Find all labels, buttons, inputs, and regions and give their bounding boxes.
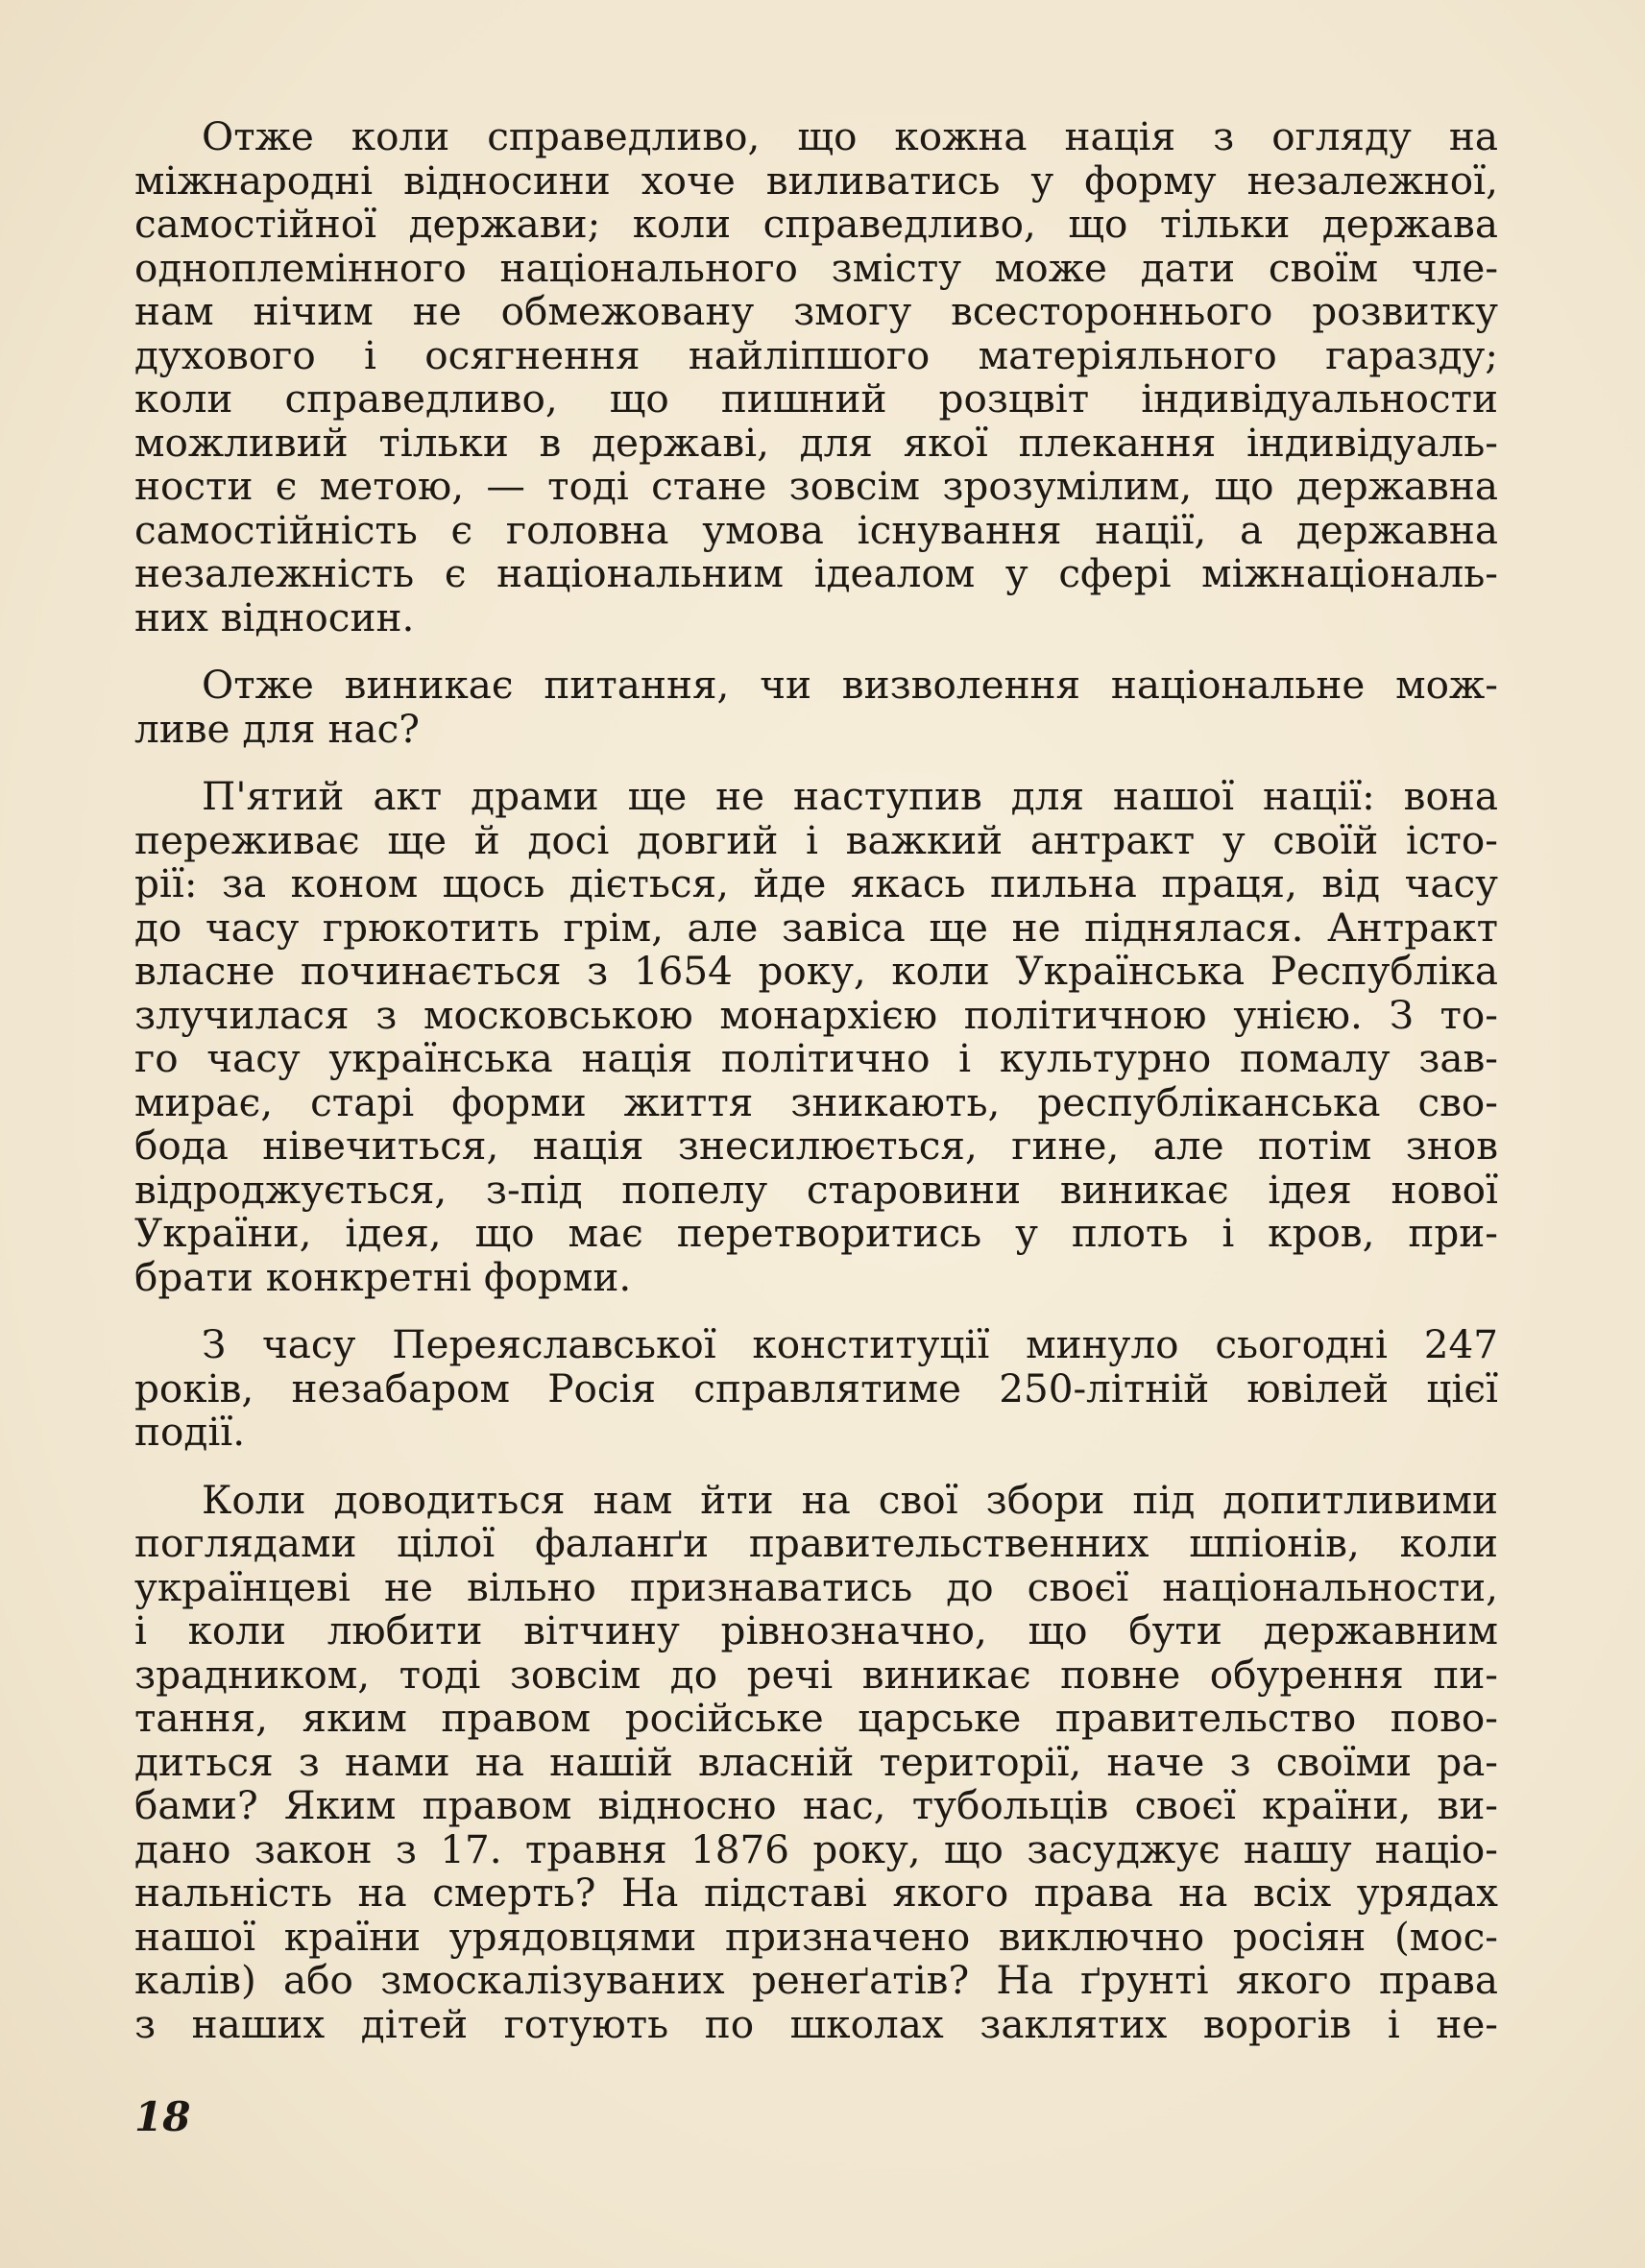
paragraph-1 [134,115,1498,639]
text-line: нашої країни урядовцями призначено виключно росіян (мос- [134,1913,1498,1960]
text-line: брати конкретні форми. [134,1253,632,1300]
text-line: духового і осягнення найліпшого матеріяльного гаразду; [134,331,1498,378]
text-line: злучилася з московською монархією політичною унією. З то- [134,991,1498,1038]
text-line: зрадником, тоді зовсім до речі виникає повне обурення пи- [134,1651,1498,1698]
text-line: рії: за коном щось діється, йде якась пильна праця, від часу [134,860,1498,906]
text-line: незалежність є національним ідеалом у сфері міжнаціональ- [134,550,1498,596]
text-line: бами? Яким правом відносно нас, тубольців своєї країни, ви- [134,1782,1498,1828]
page-number: 18 [134,2093,191,2140]
text-line: самостійність є головна умова існування нації, а державна [134,506,1498,553]
text-line: бода нівечиться, нація знесилюється, гине, але потім знов [134,1122,1498,1169]
text-line: до часу грюкотить грім, але завіса ще не піднялася. Антракт [134,904,1498,951]
text-line: події. [134,1409,246,1455]
text-line: українцеві не вільно признаватись до своєї національности, [134,1563,1498,1610]
text-line: ности є метою, — тоді стане зовсім зрозумілим, що державна [134,463,1498,509]
text-line: Отже коли справедливо, що кожна нація з огляду на [202,113,1498,159]
text-line: го часу українська нація політично і культурно помалу зав- [134,1035,1498,1081]
text-line: ливе для нас? [134,705,420,752]
text-line: Отже виникає питання, чи визволення національне мож- [202,662,1498,708]
text-line: З часу Переяславської конституції минуло сьогодні 247 [202,1321,1498,1367]
text-line: поглядами цілої фаланґи правительственних шпіонів, коли [134,1520,1498,1566]
text-line: них відносин. [134,593,415,640]
text-line: калів) або змоскалізуваних ренеґатів? На ґрунті якого права [134,1957,1498,2003]
text-line: П'ятий акт драми ще не наступив для нашої нації: вона [202,773,1498,819]
text-line: України, ідея, що має перетворитись у плоть і кров, при- [134,1210,1498,1256]
paragraph-3 [134,775,1498,1299]
text-line: одноплемінного національного змісту може дати своїм чле- [134,244,1498,291]
text-line: Коли доводиться нам йти на свої збори під допитливими [202,1476,1498,1523]
text-line: міжнародні відносини хоче виливатись у форму незалежної, [134,157,1498,204]
text-line: можливий тільки в державі, для якої плекання індивідуаль- [134,419,1498,466]
text-line: відроджується, з-під попелу старовини виникає ідея нової [134,1166,1498,1213]
text-line: коли справедливо, що пишний розцвіт індивідуальности [134,375,1498,422]
text-line: нальність на смерть? На підставі якого права на всіх урядах [134,1870,1498,1916]
text-line: переживає ще й досі довгий і важкий антракт у своїй істо- [134,816,1498,863]
paragraph-2 [134,664,1498,751]
text-line: дано закон з 17. травня 1876 року, що засуджує нашу націо- [134,1825,1498,1872]
text-line: мирає, старі форми життя зникають, республіканська сво- [134,1078,1498,1125]
text-line: тання, яким правом російське царське правительство пово- [134,1695,1498,1741]
text-line: років, незабаром Росія справлятиме 250-літній ювілей цієї [134,1364,1498,1411]
text-line: з наших дітей готують по школах заклятих ворогів і не- [134,2000,1498,2047]
paragraph-4 [134,1323,1498,1455]
body-text [134,115,1498,2070]
text-line: самостійної держави; коли справедливо, що тільки держава [134,201,1498,247]
text-line: і коли любити вітчину рівнозначно, що бути державним [134,1607,1498,1653]
text-line: власне починається з 1654 року, коли Українська Республіка [134,948,1498,994]
text-line: диться з нами на нашій власній території, наче з своїми ра- [134,1738,1498,1785]
paragraph-5 [134,1476,1498,2047]
text-line: нам нічим не обмежовану змогу всестороннього розвитку [134,288,1498,334]
